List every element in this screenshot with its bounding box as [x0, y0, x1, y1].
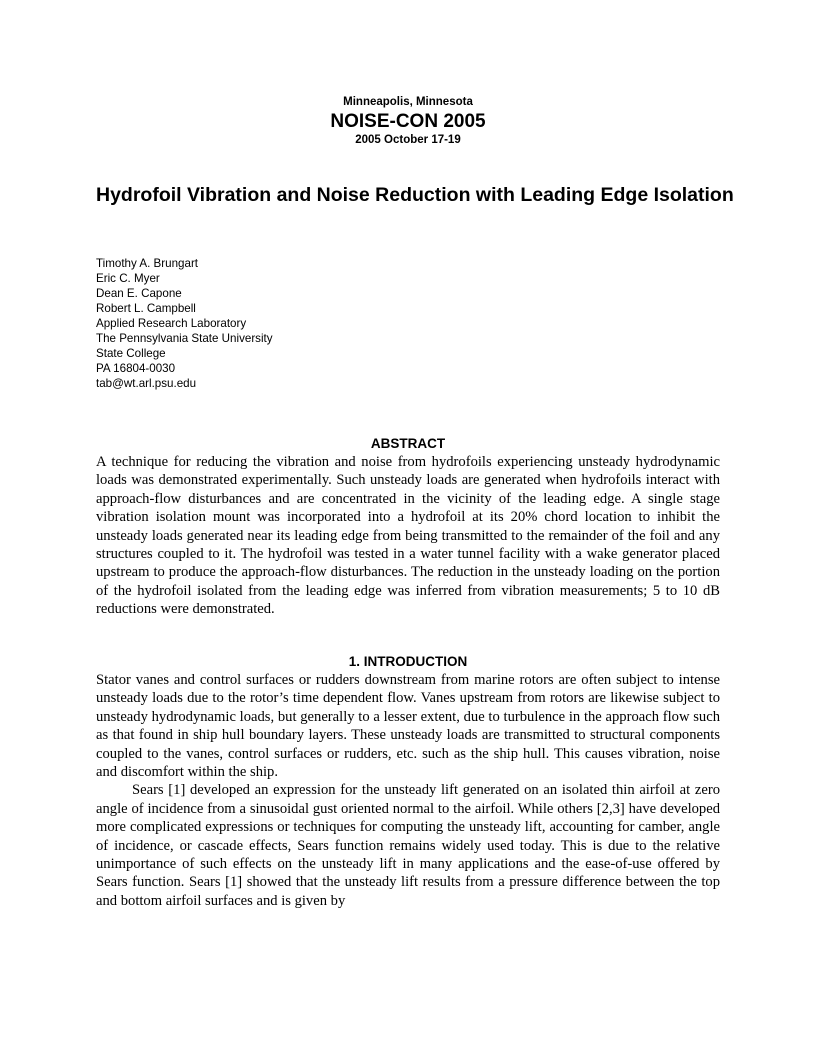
conference-header: [0, 95, 816, 147]
abstract-paragraph: A technique for reducing the vibration and noise from hydrofoils experiencing unsteady hydrodynamic loads was demonstrated experimentally. Such unsteady loads are generated when hydrofoils interact with approach-flow disturbances and are concentrated in the vicinity of the leading edge. A single stage vibration isolation mount was incorporated into a hydrofoil at its 20% chord location to inhibit the unsteady loads generated near its leading edge from being transmitted to the remainder of the foil and any structures coupled to it. The hydrofoil was tested in a water tunnel facility with a wake generator placed upstream to produce the approach-flow disturbances. The reduction in the unsteady loading on the portion of the hydrofoil isolated from the leading edge was inferred from vibration measurements; 5 to 10 dB reductions were demonstrated.: [96, 454, 720, 618]
author-name: Dean E. Capone: [96, 287, 182, 300]
affiliation-city: State College: [96, 347, 166, 360]
conference-location: Minneapolis, Minnesota: [343, 96, 473, 108]
introduction-paragraph-2: Sears [1] developed an expression for the unsteady lift generated on an isolated thin airfoil at zero angle of incidence from a sinusoidal gust oriented normal to the airfoil. While others [2,3] have developed more complicated expressions or techniques for computing the unsteady lift, accounting for camber, angle of incidence, or cascade effects, Sears function remains widely used today. This is due to the relative unimportance of such effects on the unsteady lift in many applications and the ease-of-use offered by Sears function. Sears [1] showed that the unsteady lift results from a pressure difference between the top and bottom airfoil surfaces and is given by: [96, 782, 720, 909]
paper-title: Hydrofoil Vibration and Noise Reduction with Leading Edge Isolation: [96, 184, 734, 206]
affiliation-postal: PA 16804-0030: [96, 362, 176, 375]
introduction-paragraph-1: Stator vanes and control surfaces or rudders downstream from marine rotors are often subject to intense unsteady loads due to the rotor’s time dependent flow. Vanes upstream from rotors are likewise subject to unsteady hydrodynamic loads, but generally to a lesser extent, due to turbulence in the approach flow such as that found in ship hull boundary layers. These unsteady loads are transmitted to structural components coupled to the vanes, control surfaces or rudders, etc. such as the ship hull. This causes vibration, noise and discomfort within the ship.: [96, 672, 720, 781]
author-email: tab@wt.arl.psu.edu: [96, 377, 197, 390]
author-name: Robert L. Campbell: [96, 302, 196, 315]
author-name: Eric C. Myer: [96, 272, 160, 285]
abstract-body: [96, 453, 720, 619]
abstract-heading: ABSTRACT: [370, 436, 446, 451]
conference-date: 2005 October 17-19: [355, 134, 461, 146]
introduction-heading: 1. INTRODUCTION: [348, 654, 468, 669]
affiliation-lab: Applied Research Laboratory: [96, 317, 247, 330]
affiliation-university: The Pennsylvania State University: [96, 332, 273, 345]
conference-name: NOISE-CON 2005: [330, 111, 486, 132]
author-name: Timothy A. Brungart: [96, 257, 199, 270]
introduction-body: [96, 671, 720, 910]
author-block: [96, 256, 496, 391]
